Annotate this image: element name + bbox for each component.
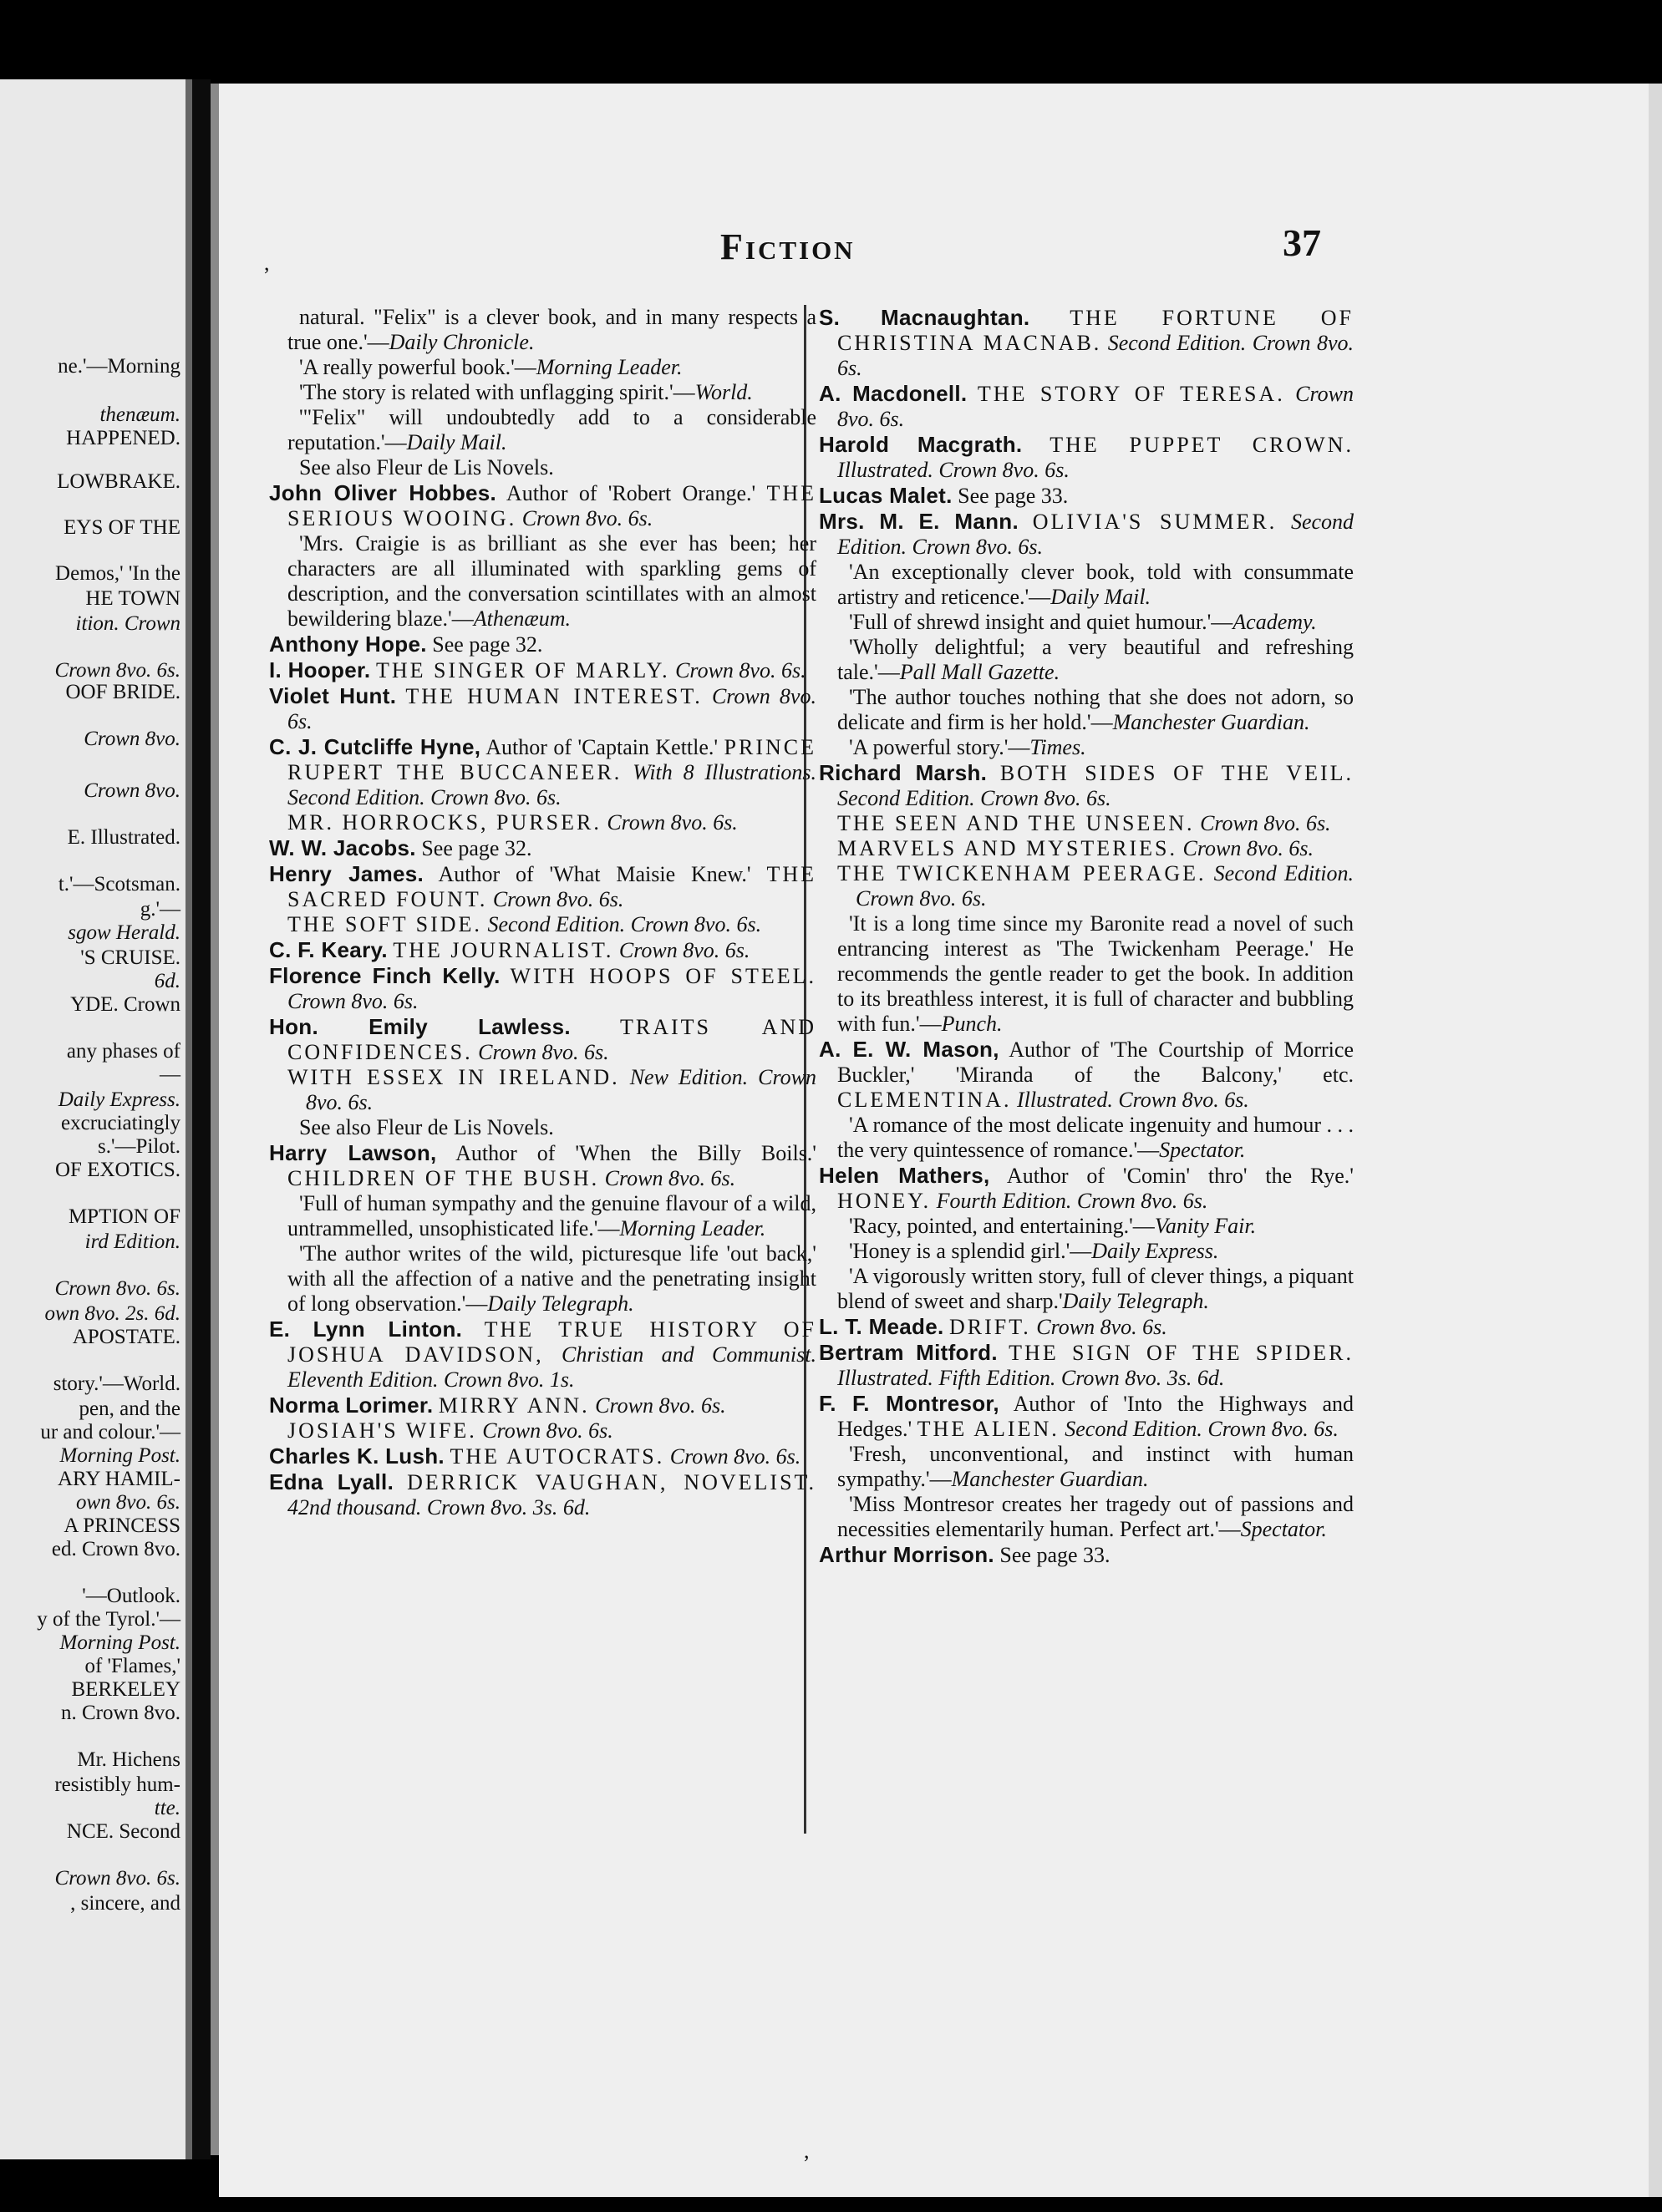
author-note: Author of 'When the Billy Boils.' [455, 1141, 816, 1165]
see-also-note: See also Fleur de Lis Novels. [299, 1115, 554, 1139]
quote-text: 'The author writes of the wild, picturesque life 'out back,' with all the affection of a native and the penetrating insight of long observation.'— [287, 1241, 816, 1316]
book-entry [819, 1037, 1354, 1113]
review-quote [819, 1214, 1354, 1239]
book-entry-continued [269, 1418, 816, 1443]
review-quote [819, 911, 1354, 1037]
left-page-line: pen, and the [79, 1398, 180, 1420]
book-title: THE SIGN OF THE SPIDER. [1009, 1341, 1354, 1365]
book-entry [269, 632, 816, 657]
book-title: THE HUMAN INTEREST. [405, 684, 703, 708]
author-name: Charles K. Lush. [269, 1443, 445, 1469]
book-entry [819, 483, 1354, 509]
author-note: Author of 'Captain Kettle.' [485, 735, 719, 759]
quote-text: 'An exceptionally clever book, told with consummate artistry and reticence.'— [837, 560, 1354, 609]
page-edge [211, 84, 219, 2155]
review-quote [819, 1239, 1354, 1264]
right-column [819, 305, 1354, 1568]
quote-text: 'A romance of the most delicate ingenuity and humour . . . the very quintessence of romance.'— [837, 1113, 1354, 1162]
author-name: Harry Lawson, [269, 1140, 437, 1165]
book-entry [819, 305, 1354, 381]
author-note: See page 32. [421, 836, 532, 860]
left-page-line: s.'—Pilot. [98, 1135, 180, 1158]
review-quote [819, 1264, 1354, 1314]
quote-text: 'A powerful story.'— [849, 735, 1030, 759]
author-name: Violet Hunt. [269, 683, 397, 708]
author-name: Bertram Mitford. [819, 1340, 998, 1365]
quote-text: 'Miss Montresor creates her tragedy out of passions and necessities elementarily human. Perfect art.'— [837, 1492, 1354, 1541]
left-page-line: Daily Express. [58, 1088, 180, 1111]
edition-price: Crown 8vo. 6s. [607, 810, 738, 835]
author-name: A. E. W. Mason, [819, 1037, 999, 1062]
author-name: Hon. Emily Lawless. [269, 1014, 571, 1039]
quote-source: Vanity Fair. [1154, 1214, 1257, 1238]
mark: , [264, 251, 270, 275]
quote-source: Daily Telegraph. [1062, 1289, 1209, 1313]
left-page-line: BERKELEY [71, 1678, 180, 1701]
review-quote [819, 610, 1354, 635]
edition-price: 42nd thousand. Crown 8vo. 3s. 6d. [287, 1495, 591, 1519]
quote-text: 'The story is related with unflagging spirit.'— [299, 380, 695, 404]
book-title: THE SACRED FOUNT. [287, 862, 816, 911]
book-title: MR. HORROCKS, PURSER. [287, 810, 602, 835]
left-page-line: MPTION OF [68, 1205, 180, 1228]
left-page-line: own 8vo. 2s. 6d. [44, 1302, 180, 1325]
author-name: L. T. Meade. [819, 1314, 944, 1339]
book-title: OLIVIA'S SUMMER. [1032, 510, 1278, 534]
book-title: THE FORTUNE OF CHRISTINA MACNAB. [837, 306, 1354, 355]
left-page-line: A PRINCESS [64, 1514, 180, 1537]
book-title: MARVELS AND MYSTERIES. [837, 836, 1178, 860]
book-title: TRAITS AND CONFIDENCES. [287, 1015, 816, 1064]
left-column [269, 305, 816, 1520]
quote-text: 'Wholly delightful; a very beautiful and refreshing tale.'— [837, 635, 1354, 684]
book-entry-continued [819, 811, 1354, 836]
quote-source: Morning Leader. [619, 1216, 766, 1240]
book-title: THE STORY OF TERESA. [977, 382, 1285, 406]
author-name: F. F. Montresor, [819, 1391, 999, 1416]
left-page-line: n. Crown 8vo. [60, 1702, 180, 1724]
left-page-line: OF EXOTICS. [54, 1159, 180, 1181]
book-title: PRINCE RUPERT THE BUCCANEER. [287, 735, 816, 784]
edition-price: Crown 8vo. 6s. [482, 1418, 613, 1443]
book-title: WITH HOOPS OF STEEL. [510, 964, 816, 988]
quote-source: Athenæum. [473, 606, 571, 631]
author-note: See page 33. [958, 484, 1069, 508]
book-entry [269, 963, 816, 1014]
left-page-line: YDE. Crown [70, 993, 180, 1016]
book-entry [269, 1443, 816, 1469]
left-page-line: g.'— [140, 898, 180, 921]
book-title: THE JOURNALIST. [393, 938, 614, 962]
book-entry [819, 1542, 1354, 1568]
quote-source: Manchester Guardian. [1112, 710, 1310, 734]
running-head [219, 221, 1662, 267]
book-entry [269, 657, 816, 683]
edition-price: Crown 8vo. 6s. [837, 382, 1355, 431]
edition-price: Crown 8vo. 6s. [1200, 811, 1331, 835]
review-quote [819, 1442, 1354, 1492]
edition-price: Second Edition. Crown 8vo. 6s. [487, 912, 762, 936]
quote-text: 'Honey is a splendid girl.'— [849, 1239, 1092, 1263]
author-name: I. Hooper. [269, 657, 371, 682]
left-page-line: Demos,' 'In the [55, 562, 180, 585]
edition-price: Illustrated. Fifth Edition. Crown 8vo. 3s. 6d. [837, 1366, 1225, 1390]
review-quote [819, 635, 1354, 685]
quote-source: Daily Mail. [406, 430, 507, 454]
book-title: THE SOFT SIDE. [287, 912, 482, 936]
left-page-line: , sincere, and [70, 1892, 180, 1915]
left-page-line: — [160, 1063, 180, 1086]
left-page-line: ur and colour.'— [40, 1421, 180, 1443]
quote-text: 'Mrs. Craigie is as brilliant as she ever has been; her characters are all illuminated with sparkling gems of description, and the conversation scintillates with an almost bewildering blaze.'— [287, 531, 816, 631]
author-name: S. Macnaughtan. [819, 305, 1030, 330]
left-page-line: ird Edition. [84, 1230, 180, 1253]
author-name: Harold Macgrath. [819, 432, 1023, 457]
left-page-line: Morning Post. [59, 1631, 180, 1654]
left-page-line: APOSTATE. [72, 1326, 180, 1348]
book-entry [269, 480, 816, 531]
book-title: THE TWICKENHAM PEERAGE. [837, 861, 1207, 885]
left-page-line: HAPPENED. [66, 427, 180, 449]
left-page-line: sgow Herald. [68, 921, 180, 944]
book-entry [819, 432, 1354, 483]
left-page-line: own 8vo. 6s. [76, 1491, 180, 1514]
gutter-shadow [186, 79, 192, 2159]
quote-source: Daily Telegraph. [487, 1291, 634, 1316]
book-entry [819, 381, 1354, 432]
review-quote [819, 685, 1354, 735]
page-title: Fiction [720, 226, 856, 267]
author-note: See page 33. [999, 1543, 1111, 1567]
left-page-line: Crown 8vo. [84, 779, 180, 802]
left-page-line: excruciatingly [61, 1112, 180, 1134]
book-title: THE PUPPET CROWN. [1050, 433, 1354, 457]
author-note: Author of 'Robert Orange.' [506, 481, 756, 505]
book-entry [269, 835, 816, 861]
left-page-line: y of the Tyrol.'— [37, 1608, 180, 1631]
author-name: Florence Finch Kelly. [269, 963, 501, 988]
author-name: E. Lynn Linton. [269, 1317, 463, 1342]
review-quote [269, 1241, 816, 1317]
edition-price: Illustrated. Crown 8vo. 6s. [1016, 1088, 1249, 1112]
book-entry [269, 683, 816, 734]
book-title: WITH ESSEX IN IRELAND. [287, 1065, 620, 1089]
edition-price: Crown 8vo. 6s. [492, 887, 624, 911]
left-page-line: tte. [154, 1797, 180, 1819]
edition-price: Second Edition. Crown 8vo. 6s. [837, 786, 1111, 810]
book-entry [269, 1014, 816, 1065]
book-title: HONEY. [837, 1189, 932, 1213]
edition-price: Christian and Communist. Eleventh Edition. Crown 8vo. 1s. [287, 1342, 816, 1392]
page-number: 37 [1283, 221, 1321, 264]
quote-text: 'A vigorously written story, full of clever things, a piquant blend of sweet and sharp.' [837, 1264, 1354, 1313]
author-name: Helen Mathers, [819, 1163, 990, 1188]
gutter [192, 79, 211, 2159]
author-name: Lucas Malet. [819, 483, 953, 508]
quote-source: Times. [1029, 735, 1086, 759]
author-name: Arthur Morrison. [819, 1542, 994, 1567]
left-page-line: ed. Crown 8vo. [51, 1538, 180, 1560]
book-entry [819, 1314, 1354, 1340]
left-page-line: thenæum. [99, 403, 180, 426]
left-page-line: ARY HAMIL- [58, 1468, 180, 1490]
book-title: THE TRUE HISTORY OF JOSHUA DAVIDSON, [287, 1317, 816, 1367]
review-quote [819, 1492, 1354, 1542]
book-entry-continued [819, 861, 1354, 911]
book-entry [269, 1317, 816, 1393]
book-title: THE SINGER OF MARLY. [375, 658, 670, 682]
edition-price: Crown 8vo. 6s. [669, 1444, 801, 1469]
see-also-note: See also Fleur de Lis Novels. [299, 455, 554, 479]
left-page-line: any phases of [66, 1040, 180, 1063]
left-page-line: resistibly hum- [54, 1773, 180, 1796]
author-note: See page 32. [432, 632, 543, 657]
quote-source: Daily Express. [1091, 1239, 1219, 1263]
edition-price: Illustrated. Crown 8vo. 6s. [837, 458, 1070, 482]
edition-price: With 8 Illustrations. Second Edition. Crown 8vo. 6s. [287, 760, 817, 809]
book-entry [819, 1391, 1354, 1442]
book-title: THE SEEN AND THE UNSEEN. [837, 811, 1195, 835]
page-edge [1649, 84, 1662, 2197]
book-entry [269, 734, 816, 810]
book-entry [819, 760, 1354, 811]
left-page-line: Crown 8vo. [84, 728, 180, 750]
edition-price: Crown 8vo. 6s. [618, 938, 750, 962]
review-quote [819, 560, 1354, 610]
book-title: CLEMENTINA. [837, 1088, 1012, 1112]
left-page-line: Crown 8vo. 6s. [54, 1867, 180, 1890]
left-page-line: HE TOWN [85, 587, 180, 610]
review-quote [269, 405, 816, 455]
quote-text: 'Fresh, unconventional, and instinct with human sympathy.'— [837, 1442, 1354, 1491]
author-name: Richard Marsh. [819, 760, 988, 785]
author-note: Author of 'Comin' thro' the Rye.' [1006, 1164, 1354, 1188]
book-title: JOSIAH'S WIFE. [287, 1418, 477, 1443]
book-entry [269, 1140, 816, 1191]
quote-source: Pall Mall Gazette. [899, 660, 1060, 684]
edition-price: Second Edition. Crown 8vo. 6s. [837, 510, 1355, 559]
quote-source: Academy. [1233, 610, 1317, 634]
book-title: DRIFT. [949, 1315, 1031, 1339]
book-entry-continued [269, 1065, 816, 1115]
edition-price: Crown 8vo. 6s. [521, 506, 653, 530]
edition-price: Crown 8vo. 6s. [675, 658, 806, 682]
author-name: W. W. Jacobs. [269, 835, 416, 860]
author-name: Anthony Hope. [269, 632, 427, 657]
edition-price: Crown 8vo. 6s. [595, 1393, 726, 1418]
book-title: CHILDREN OF THE BUSH. [287, 1166, 600, 1190]
quote-source: Spectator. [1159, 1138, 1246, 1162]
author-name: C. F. Keary. [269, 937, 388, 962]
quote-source: World. [694, 380, 753, 404]
book-entry-continued [269, 810, 816, 835]
author-note: Author of 'Into the Highways and Hedges.' [837, 1392, 1354, 1441]
review-quote [269, 1191, 816, 1241]
edition-price: Fourth Edition. Crown 8vo. 6s. [936, 1189, 1208, 1213]
review-quote [269, 380, 816, 405]
author-name: John Oliver Hobbes. [269, 480, 497, 505]
review-quote [269, 531, 816, 632]
edition-price: Crown 8vo. 6s. [1182, 836, 1314, 860]
quote-source: Spectator. [1240, 1517, 1327, 1541]
book-entry [819, 509, 1354, 560]
quote-source: Punch. [941, 1012, 1003, 1036]
quote-text: 'It is a long time since my Baronite read a novel of such entrancing interest as 'The Twickenham Peerage.' He recommends the gentle reader to get the book. In addition to its breathless interest, it is full of character and bubbling with fun.'— [837, 911, 1354, 1036]
review-quote [819, 735, 1354, 760]
left-page-line: LOWBRAKE. [57, 470, 180, 493]
review-quote [819, 1113, 1354, 1163]
book-entry [269, 1469, 816, 1520]
quote-text: natural. "Felix" is a clever book, and in many respects a true one.'— [287, 305, 816, 354]
left-page-line: '—Outlook. [82, 1585, 180, 1607]
quote-text: 'The author touches nothing that she does not adorn, so delicate and firm is her hold.'— [837, 685, 1354, 734]
author-name: C. J. Cutcliffe Hyne, [269, 734, 481, 759]
left-page-line: NCE. Second [66, 1820, 180, 1843]
left-page-line: ne.'—Morning [58, 355, 180, 378]
review-quote [269, 355, 816, 380]
book-title: THE SERIOUS WOOING. [287, 481, 817, 530]
left-page-line: Crown 8vo. 6s. [54, 659, 180, 682]
book-title: BOTH SIDES OF THE VEIL. [999, 761, 1354, 785]
book-entry [819, 1340, 1354, 1391]
left-page-line: OOF BRIDE. [65, 681, 180, 703]
edition-price: Second Edition. Crown 8vo. 6s. [837, 331, 1354, 380]
left-page-line: E. Illustrated. [67, 826, 180, 849]
mark: , [804, 2138, 810, 2163]
quote-text: '"Felix" will undoubtedly add to a considerable reputation.'— [287, 405, 816, 454]
quote-source: Daily Chronicle. [389, 330, 535, 354]
author-name: A. Macdonell. [819, 381, 968, 406]
book-title: DERRICK VAUGHAN, NOVELIST. [407, 1470, 816, 1494]
left-page-line: Morning Post. [59, 1444, 180, 1467]
review-quote [269, 305, 816, 355]
edition-price: Crown 8vo. 6s. [287, 989, 419, 1013]
quote-source: Manchester Guardian. [951, 1467, 1149, 1491]
book-entry [819, 1163, 1354, 1214]
author-note: Author of 'The Courtship of Morrice Buckler,' 'Miranda of the Balcony,' etc. [837, 1038, 1354, 1087]
book-entry-continued [269, 912, 816, 937]
left-page-fragment [0, 79, 186, 2159]
book-title: MIRRY ANN. [438, 1393, 590, 1418]
edition-price: Crown 8vo. 6s. [604, 1166, 736, 1190]
quote-text: 'Full of shrewd insight and quiet humour.'— [849, 610, 1233, 634]
left-page-line: 'S CRUISE. [80, 946, 180, 969]
edition-price: Crown 8vo. 6s. [478, 1040, 609, 1064]
book-entry [269, 861, 816, 912]
book-entry [269, 1393, 816, 1418]
left-page-line: ition. Crown [75, 612, 180, 635]
book-entry [269, 937, 816, 963]
quote-text: 'Full of human sympathy and the genuine flavour of a wild, untrammelled, unsophisticated life.'— [287, 1191, 816, 1240]
edition-price: Crown 8vo. 6s. [287, 684, 816, 733]
left-page-line: Mr. Hichens [77, 1748, 180, 1771]
edition-price: Second Edition. Crown 8vo. 6s. [856, 861, 1354, 911]
author-name: Mrs. M. E. Mann. [819, 509, 1019, 534]
quote-text: 'A really powerful book.'— [299, 355, 536, 379]
edition-price: Crown 8vo. 6s. [1036, 1315, 1167, 1339]
quote-source: Morning Leader. [536, 355, 683, 379]
left-page-line: EYS OF THE [64, 516, 180, 539]
author-name: Edna Lyall. [269, 1469, 394, 1494]
author-name: Norma Lorimer. [269, 1393, 434, 1418]
author-note: Author of 'What Maisie Knew.' [438, 862, 751, 886]
left-page-line: Crown 8vo. 6s. [54, 1277, 180, 1300]
left-page-line: of 'Flames,' [84, 1655, 180, 1677]
book-entry-continued [819, 836, 1354, 861]
book-title: THE AUTOCRATS. [450, 1444, 665, 1469]
left-page-line: t.'—Scotsman. [58, 873, 180, 895]
left-page-line: story.'—World. [53, 1372, 180, 1395]
quote-text: 'Racy, pointed, and entertaining.'— [849, 1214, 1155, 1238]
edition-price: Second Edition. Crown 8vo. 6s. [1065, 1417, 1339, 1441]
quote-source: Daily Mail. [1050, 585, 1151, 609]
edition-price: New Edition. Crown 8vo. 6s. [306, 1065, 816, 1114]
book-title: THE ALIEN. [917, 1417, 1060, 1441]
left-page-line: 6d. [154, 970, 180, 992]
author-name: Henry James. [269, 861, 424, 886]
